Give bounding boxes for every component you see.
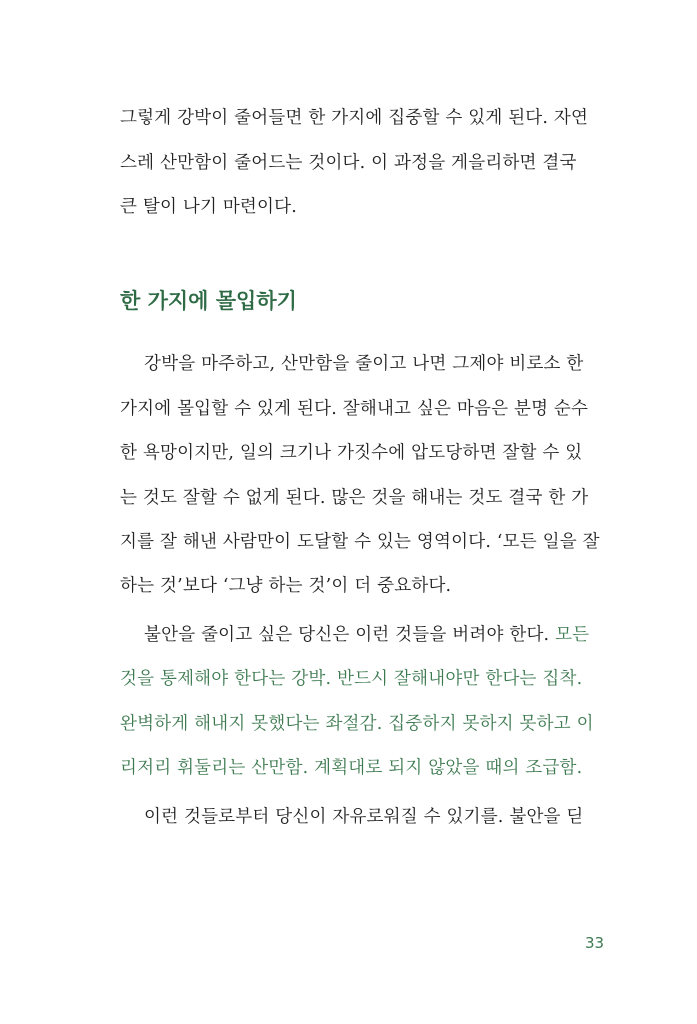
paragraph-3-line-1-text: 불안을 줄이고 싶은 당신은 이런 것들을 버려야 한다. <box>144 625 556 645</box>
paragraph-3-line-3: 완벽하게 해내지 못했다는 좌절감. 집중하지 못하지 못하고 이 <box>120 714 594 734</box>
paragraph-1-line-2: 스레 산만함이 줄어드는 것이다. 이 과정을 게을리하면 결국 <box>120 153 577 173</box>
page-number: 33 <box>585 934 605 952</box>
paragraph-2-line-6: 하는 것’보다 ‘그냥 하는 것’이 더 중요하다. <box>120 576 452 596</box>
paragraph-1-line-1: 그렇게 강박이 줄어들면 한 가지에 집중할 수 있게 된다. 자연 <box>120 108 589 128</box>
paragraph-1-line-3: 큰 탈이 나기 마련이다. <box>120 197 297 217</box>
paragraph-3-line-2: 것을 통제해야 한다는 강박. 반드시 잘해내야만 한다는 집착. <box>120 669 583 689</box>
paragraph-2-line-2: 가지에 몰입할 수 있게 된다. 잘해내고 싶은 마음은 분명 순수 <box>120 399 589 419</box>
section-heading: 한 가지에 몰입하기 <box>120 289 297 313</box>
paragraph-2-line-3: 한 욕망이지만, 일의 크기나 가짓수에 압도당하면 잘할 수 있 <box>120 443 583 463</box>
paragraph-2-line-1: 강박을 마주하고, 산만함을 줄이고 나면 그제야 비로소 한 <box>144 354 584 374</box>
paragraph-3-line-1 <box>120 623 590 647</box>
paragraph-4-line-1: 이런 것들로부터 당신이 자유로워질 수 있기를. 불안을 딛 <box>144 807 584 827</box>
paragraph-2-line-5: 지를 잘 해낸 사람만이 도달할 수 있는 영역이다. ‘모든 일을 잘 <box>120 532 600 552</box>
paragraph-2-line-4: 는 것도 잘할 수 없게 된다. 많은 것을 해내는 것도 결국 한 가 <box>120 488 589 508</box>
paragraph-3-line-4: 리저리 휘둘리는 산만함. 계획대로 되지 않았을 때의 조급함. <box>120 758 583 778</box>
paragraph-3-line-1-highlight: 모든 <box>555 625 590 645</box>
